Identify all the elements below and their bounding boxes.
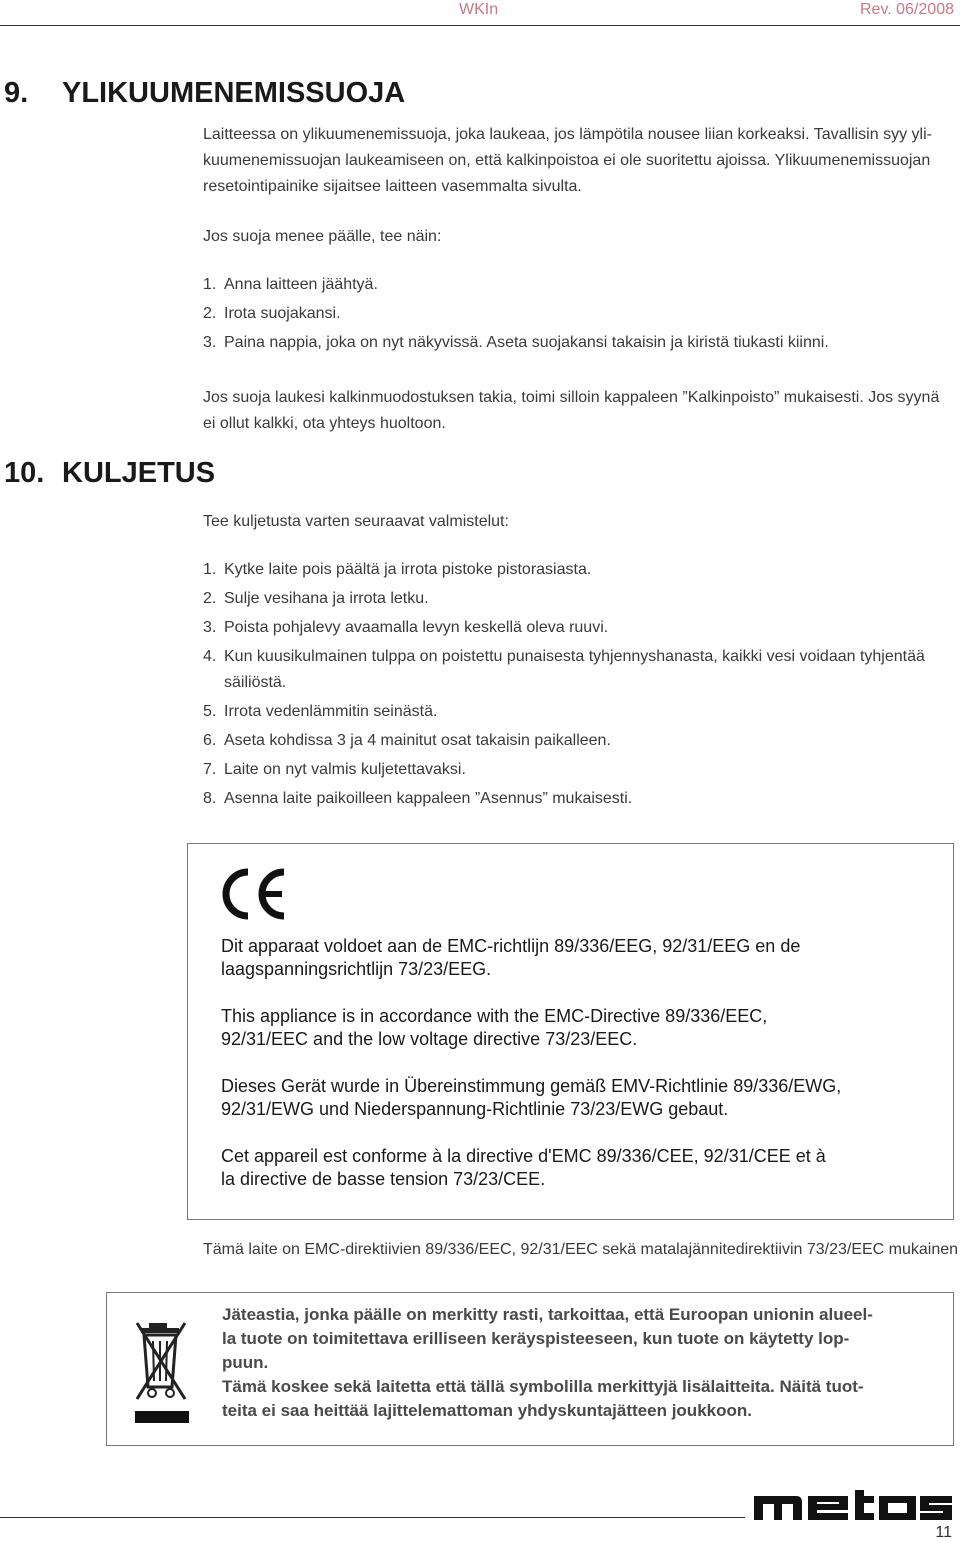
step-text: Asenna laite paikoilleen kappaleen ”Asennus” mukaisesti. <box>224 790 633 807</box>
ce-line: la directive de basse tension 73/23/CEE. <box>221 1169 546 1189</box>
weee-line: Jäteastia, jonka päälle on merkitty rasti, tarkoittaa, että Euroopan unionin alueel- <box>222 1305 873 1324</box>
list-item <box>203 272 953 298</box>
step-number: 7. <box>203 761 217 778</box>
step-text: Irota suojakansi. <box>224 305 341 322</box>
ce-line: Cet appareil est conforme à la directive d'EMC 89/336/CEE, 92/31/CEE et à <box>221 1146 826 1166</box>
ce-paragraph-french <box>221 1145 921 1191</box>
section-9-lead <box>203 224 953 250</box>
list-item <box>203 699 953 725</box>
crossed-out-bin-icon <box>135 1317 191 1425</box>
step-text: Laite on nyt valmis kuljetettavaksi. <box>224 761 466 778</box>
section-9-number: 9. <box>4 77 29 109</box>
section-9-title: YLIKUUMENEMISSUOJA <box>62 77 406 109</box>
section-10-steps <box>203 557 953 815</box>
weee-line: teita ei saa heittää lajittelemattoman yhdyskuntajätteen joukkoon. <box>222 1401 752 1420</box>
list-item <box>203 586 953 612</box>
page-number: 11 <box>935 1524 952 1541</box>
step-text: Poista pohjalevy avaamalla levyn keskellä oleva ruuvi. <box>224 619 609 636</box>
list-item <box>203 557 953 583</box>
section-10-number: 10. <box>4 457 45 489</box>
ce-line: 92/31/EEC and the low voltage directive 73/23/EEC. <box>221 1029 638 1049</box>
header-revision: Rev. 06/2008 <box>860 1 954 18</box>
ce-paragraph-dutch <box>221 935 921 981</box>
step-number: 1. <box>203 276 217 293</box>
step-number: 3. <box>203 334 217 351</box>
lead-text: Jos suoja menee päälle, tee näin: <box>203 228 442 245</box>
ce-paragraph-english <box>221 1005 921 1051</box>
step-text: Kytke laite pois päältä ja irrota pistoke pistorasiasta. <box>224 561 592 578</box>
list-item <box>203 301 953 327</box>
metos-logo <box>752 1490 954 1522</box>
header-divider <box>0 25 960 26</box>
weee-line: la tuote on toimitettava erilliseen keräyspisteeseen, kun tuote on käytetty lop- <box>222 1329 850 1348</box>
list-item <box>203 786 953 812</box>
step-number: 1. <box>203 561 217 578</box>
intro-line: kuumenemissuojan laukeamiseen on, että kalkinpoistoa ei ole suoritettu ajoissa. Ylikuumenemissuojan <box>203 152 931 169</box>
outro-line: ei ollut kalkki, ota yhteys huoltoon. <box>203 415 446 432</box>
ce-line: Dieses Gerät wurde in Übereinstimmung gemäß EMV-Richtlinie 89/336/EWG, <box>221 1076 842 1096</box>
step-text: Anna laitteen jäähtyä. <box>224 276 378 293</box>
intro-line: Laitteessa on ylikuumenemissuoja, joka laukeaa, jos lämpötila nousee liian korkeaksi. Tavallisin syy yli- <box>203 126 932 143</box>
list-item <box>203 728 953 754</box>
outro-line: Jos suoja laukesi kalkinmuodostuksen takia, toimi silloin kappaleen ”Kalkinpoisto” mukaisesti. Jos syynä <box>203 389 940 406</box>
ce-line: This appliance is in accordance with the EMC-Directive 89/336/EEC, <box>221 1006 768 1026</box>
list-item <box>203 330 953 356</box>
section-10-title: KULJETUS <box>62 457 216 489</box>
lead-text: Tee kuljetusta varten seuraavat valmistelut: <box>203 513 509 530</box>
step-number: 4. <box>203 648 217 665</box>
step-text: Paina nappia, joka on nyt näkyvissä. Aseta suojakansi takaisin ja kiristä tiukasti kiinni. <box>224 334 829 351</box>
ce-line: 92/31/EWG und Niederspannung-Richtlinie 73/23/EWG gebaut. <box>221 1099 729 1119</box>
list-item <box>203 644 953 696</box>
ce-mark-icon <box>218 866 288 922</box>
header-model: WKIn <box>459 1 499 18</box>
section-9-intro <box>203 122 953 200</box>
section-9-steps <box>203 272 953 359</box>
weee-notice-box <box>106 1292 954 1446</box>
section-9-heading <box>4 77 405 110</box>
step-number: 2. <box>203 305 217 322</box>
ce-note-finnish: Tämä laite on EMC-direktiivien 89/336/EEC, 92/31/EEC sekä matalajännitedirektiivin 73/23/EEC mukainen <box>203 1241 959 1258</box>
intro-line: resetointipainike sijaitsee laitteen vasemmalta sivulta. <box>203 178 582 195</box>
weee-line: Tämä koskee sekä laitetta että tällä symbolilla merkittyjä lisälaitteita. Näitä tuot- <box>222 1377 864 1396</box>
step-text: Irrota vedenlämmitin seinästä. <box>224 703 438 720</box>
step-number: 8. <box>203 790 217 807</box>
ce-line: laagspanningsrichtlijn 73/23/EEG. <box>221 959 492 979</box>
step-text: Aseta kohdissa 3 ja 4 mainitut osat takaisin paikalleen. <box>224 732 611 749</box>
ce-declaration-box <box>187 843 954 1220</box>
step-text: Kun kuusikulmainen tulppa on poistettu punaisesta tyhjennyshanasta, kaikki vesi voidaan tyhjentää säiliöstä. <box>224 648 925 691</box>
section-10-heading <box>4 457 215 490</box>
weee-line: puun. <box>222 1353 269 1372</box>
list-item <box>203 757 953 783</box>
step-number: 2. <box>203 590 217 607</box>
ce-paragraph-german <box>221 1075 921 1121</box>
footer-divider <box>0 1517 745 1518</box>
page-header <box>0 0 960 26</box>
step-text: Sulje vesihana ja irrota letku. <box>224 590 429 607</box>
weee-text <box>222 1303 942 1423</box>
list-item <box>203 615 953 641</box>
step-number: 6. <box>203 732 217 749</box>
section-10-lead <box>203 509 953 535</box>
ce-line: Dit apparaat voldoet aan de EMC-richtlijn 89/336/EEG, 92/31/EEG en de <box>221 936 801 956</box>
section-9-outro <box>203 385 953 437</box>
step-number: 5. <box>203 703 217 720</box>
step-number: 3. <box>203 619 217 636</box>
